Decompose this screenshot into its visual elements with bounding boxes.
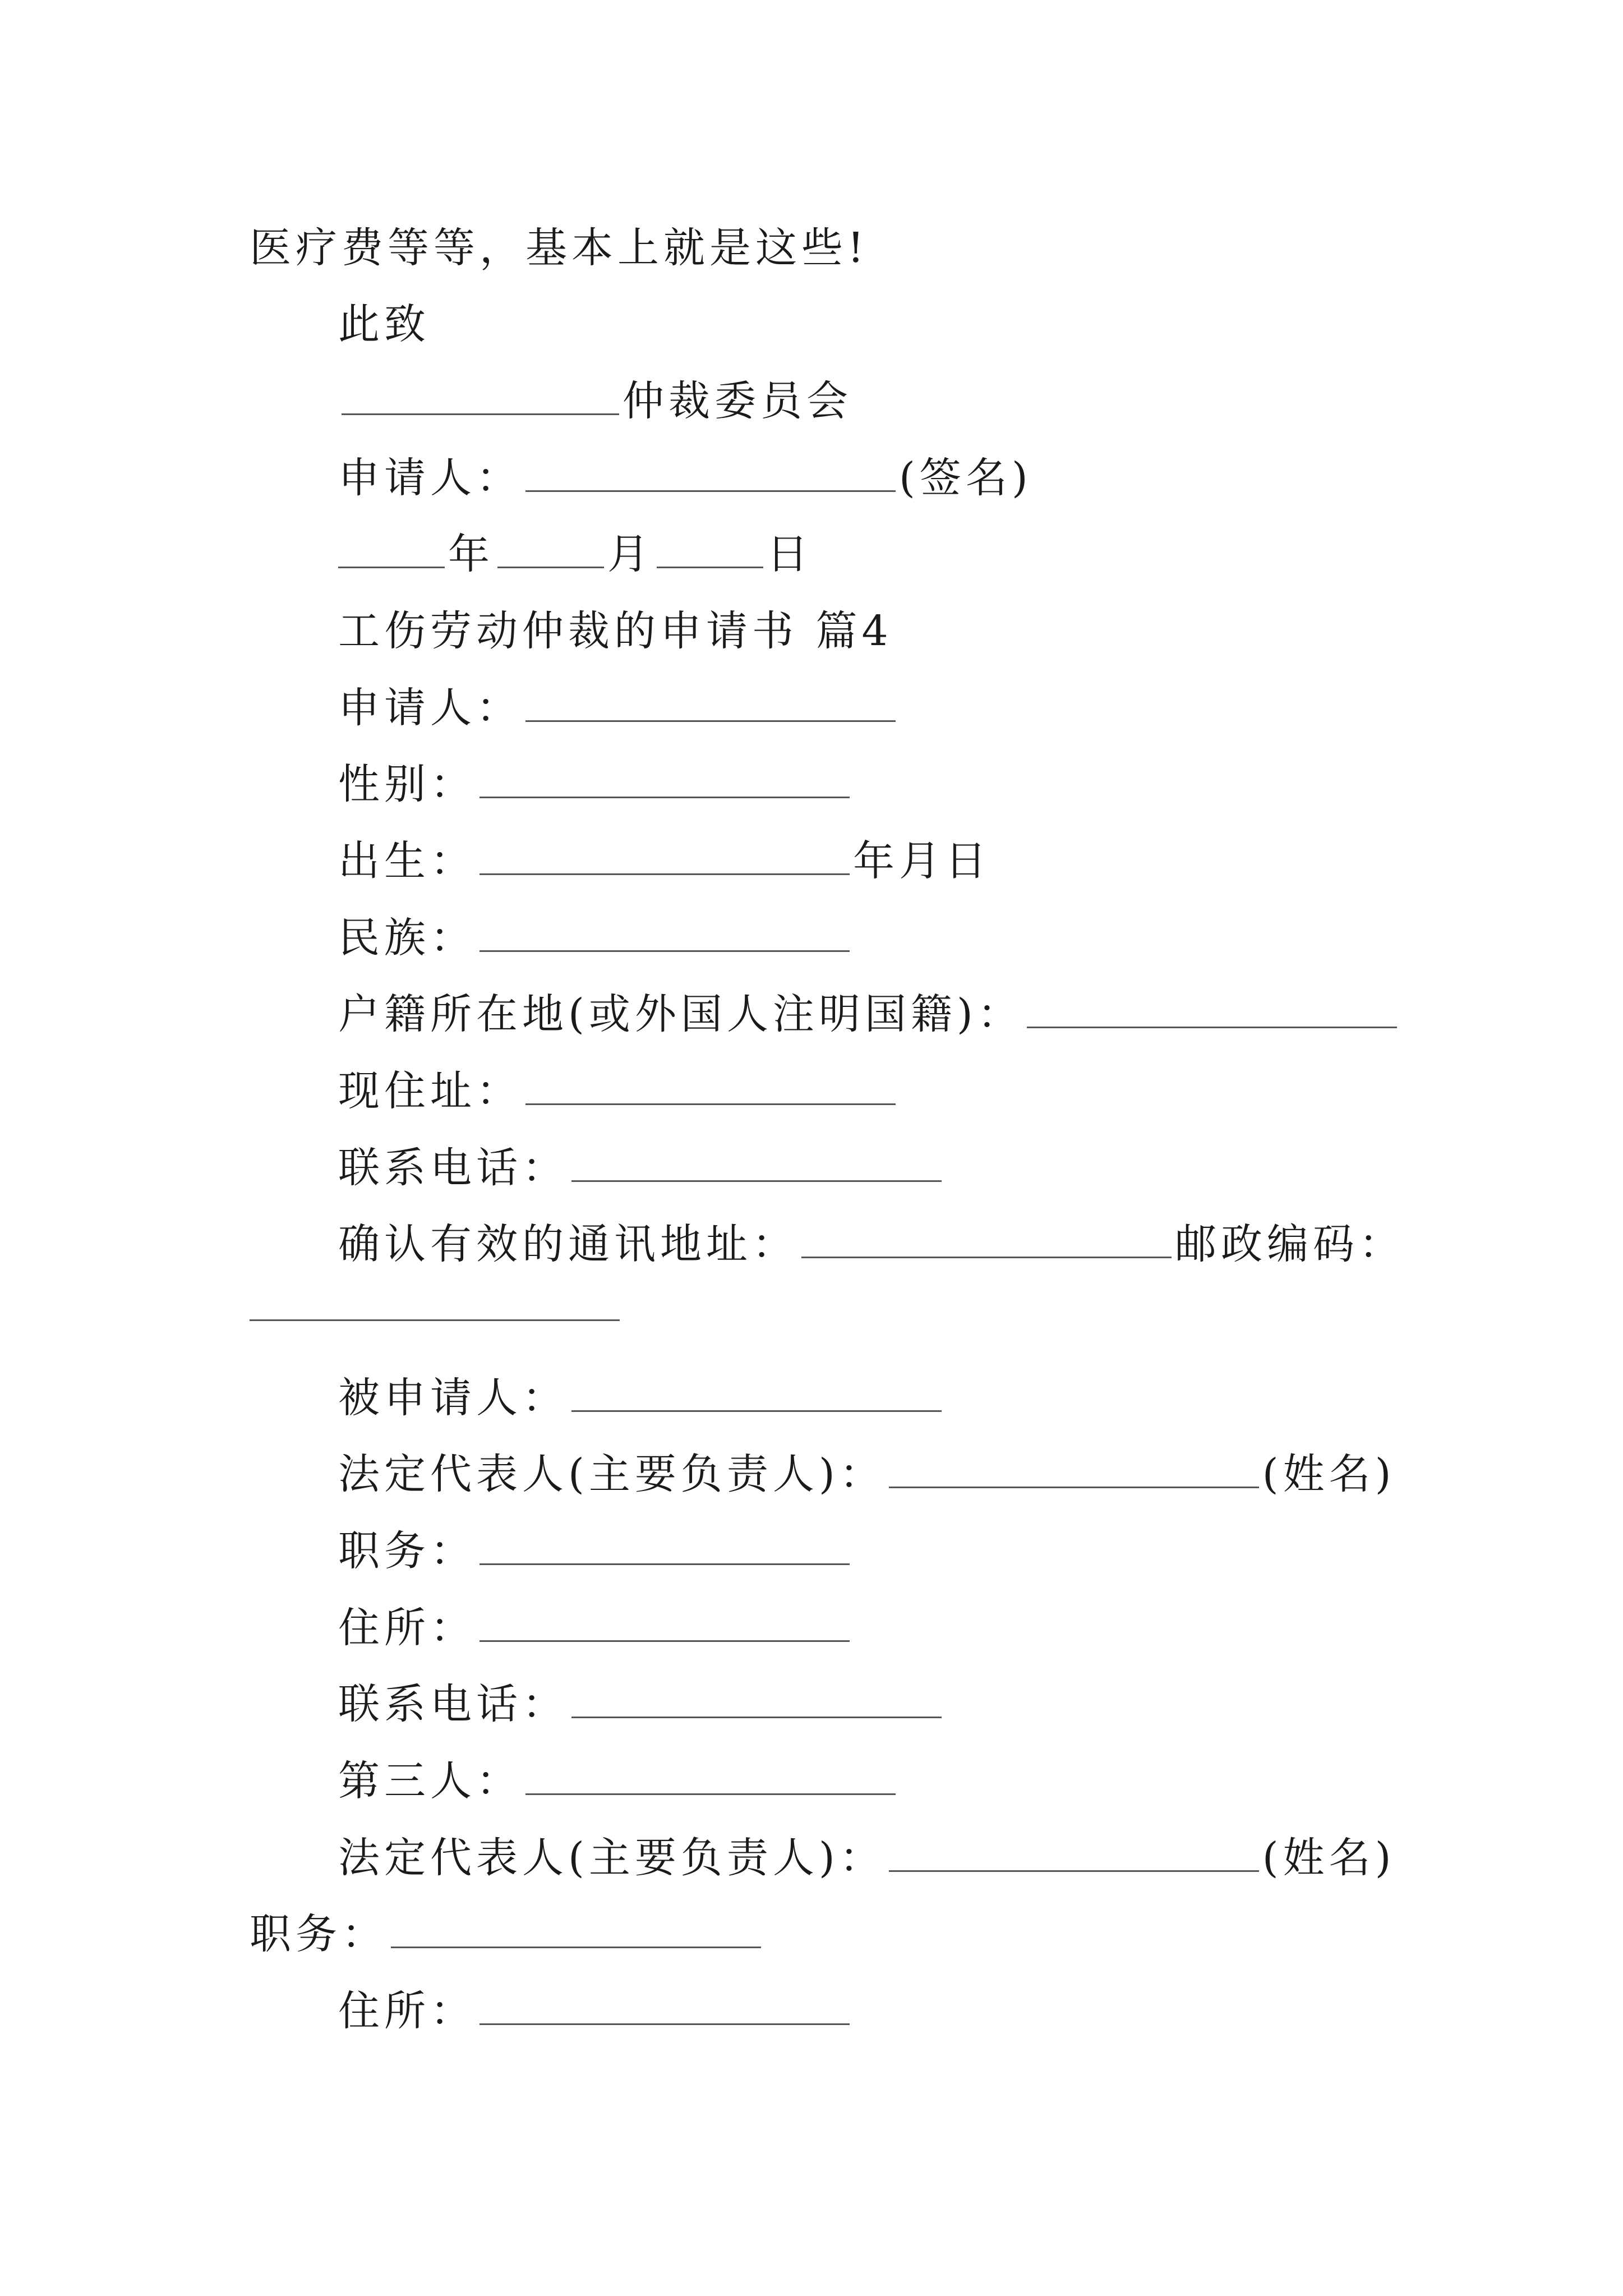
field-position [338, 1517, 853, 1585]
label: 出生： [338, 837, 476, 885]
field-residence [338, 1594, 853, 1662]
field-legal-representative [338, 1441, 1396, 1508]
heading-text: 工伤劳动仲裁的申请书 篇4 [338, 607, 893, 655]
blank-legal-representative-third-party[interactable] [889, 1868, 1259, 1872]
blank-address[interactable] [525, 1101, 896, 1105]
field-phone [338, 1134, 945, 1202]
blank-gender[interactable] [479, 794, 850, 798]
paragraph-medical-fees [250, 214, 869, 282]
blank-day[interactable] [657, 564, 763, 568]
label: 现住址： [338, 1067, 522, 1115]
label: 被申请人： [338, 1374, 568, 1422]
label: 联系电话： [338, 1144, 568, 1192]
section-heading [338, 597, 893, 665]
text: 年 [448, 530, 494, 578]
blank-legal-representative[interactable] [889, 1484, 1259, 1488]
label: 民族： [338, 914, 476, 962]
blank-position-third-party[interactable] [391, 1944, 761, 1948]
field-domicile [338, 981, 1400, 1048]
text: 月 [607, 530, 653, 578]
field-position-third-party [250, 1901, 764, 1968]
text: 医疗费等等，基本上就是这些! [250, 224, 869, 272]
field-legal-representative-third-party [338, 1824, 1396, 1892]
text: 此致 [338, 300, 430, 348]
field-residence-third-party [338, 1977, 853, 2045]
label: 邮政编码： [1175, 1220, 1405, 1268]
text: (签名) [899, 454, 1032, 502]
blank-birth[interactable] [479, 871, 850, 875]
text: 日 [767, 530, 813, 578]
blank-third-party[interactable] [525, 1791, 896, 1795]
blank-postcode[interactable] [250, 1317, 620, 1321]
blank-residence[interactable] [479, 1638, 850, 1642]
blank-year[interactable] [338, 564, 445, 568]
label: 职务： [250, 1910, 388, 1958]
text: 仲裁委员会 [623, 377, 852, 425]
field-mailing-address [338, 1211, 1405, 1278]
text: 年月日 [853, 837, 991, 885]
blank-ethnicity[interactable] [479, 948, 850, 952]
arbitration-committee-line [338, 367, 852, 435]
blank-domicile[interactable] [1027, 1024, 1397, 1028]
label: 性别： [338, 760, 476, 808]
field-respondent [338, 1364, 945, 1432]
blank-respondent[interactable] [571, 1408, 942, 1412]
field-address [338, 1057, 899, 1125]
field-applicant [338, 674, 899, 742]
label: 住所： [338, 1604, 476, 1652]
field-gender [338, 751, 853, 818]
blank-mailing-address[interactable] [801, 1254, 1172, 1258]
field-phone-respondent [338, 1671, 945, 1738]
applicant-signature-line [338, 444, 1032, 512]
date-line [338, 521, 813, 588]
label: 确认有效的通讯地址： [338, 1220, 798, 1268]
text: (姓名) [1262, 1450, 1396, 1498]
salutation [338, 291, 430, 358]
field-third-party [338, 1747, 899, 1815]
label: 户籍所在地(或外国人注明国籍)： [338, 990, 1023, 1038]
field-birth [338, 827, 991, 895]
label: 申请人： [338, 684, 522, 732]
label: 职务： [338, 1527, 476, 1575]
blank-applicant-signature[interactable] [525, 488, 896, 492]
postcode-continuation [250, 1273, 623, 1341]
label: 法定代表人(主要负责人)： [338, 1450, 886, 1498]
blank-phone[interactable] [571, 1178, 942, 1182]
label: 联系电话： [338, 1680, 568, 1728]
label: 法定代表人(主要负责人)： [338, 1834, 886, 1882]
blank-position[interactable] [479, 1561, 850, 1565]
field-ethnicity [338, 904, 853, 972]
blank-residence-third-party[interactable] [479, 2021, 850, 2025]
blank-phone-respondent[interactable] [571, 1714, 942, 1718]
label: 第三人： [338, 1757, 522, 1805]
blank-committee-name[interactable] [342, 411, 619, 415]
blank-month[interactable] [497, 564, 604, 568]
blank-applicant[interactable] [525, 718, 896, 722]
text: (姓名) [1262, 1834, 1396, 1882]
label: 申请人： [338, 454, 522, 502]
label: 住所： [338, 1987, 476, 2035]
